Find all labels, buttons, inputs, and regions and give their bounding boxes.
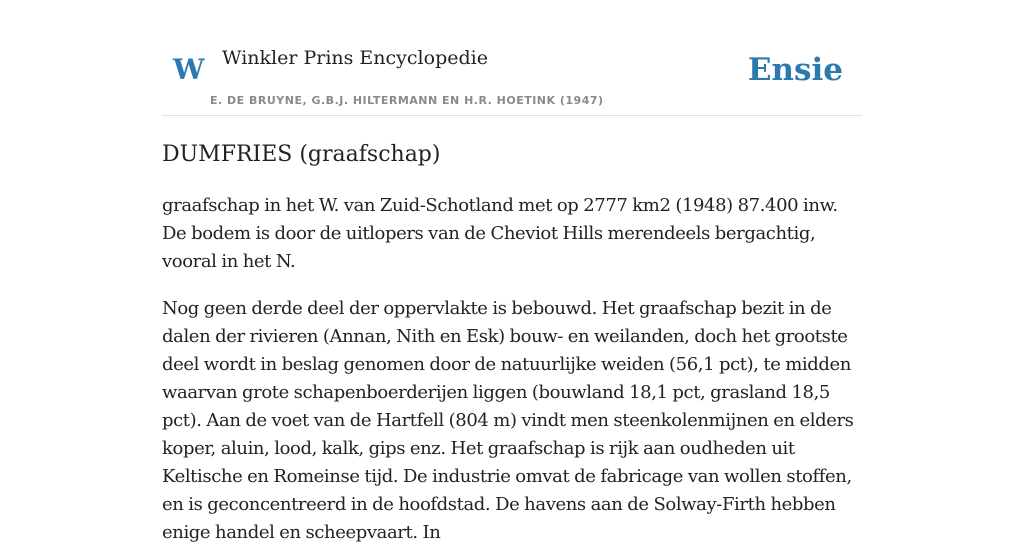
winkler-prins-logo[interactable]: W <box>173 53 205 86</box>
source-header <box>162 0 862 116</box>
source-authors: E. DE BRUYNE, G.B.J. HILTERMANN EN H.R. HOETINK (1947) <box>210 94 604 107</box>
article-paragraph: Nog geen derde deel der oppervlakte is bebouwd. Het graafschap bezit in de dalen der rivieren (Annan, Nith en Esk) bouw- en weilanden, doch het grootste deel wordt in beslag genomen door de natuurlijke weiden (56,1 pct), te midden waarvan grote schapenboerderijen liggen (bouwland 18,1 pct, grasland 18,5 pct). Aan de voet van de Hartfell (804 m) vindt men steenkolenmijnen en elders koper, aluin, lood, kalk, gips enz. Het graafschap is rijk aan oudheden uit Keltische en Romeinse tijd. De industrie omvat de fabricage van wollen stoffen, en is geconcentreerd in de hoofdstad. De havens aan de Solway-Firth hebben enige handel en scheepvaart. In <box>162 298 854 543</box>
article-title: DUMFRIES (graafschap) <box>162 142 441 167</box>
article <box>162 138 862 547</box>
article-paragraph: graafschap in het W. van Zuid-Schotland met op 2777 km2 (1948) 87.400 inw. De bodem is door de uitlopers van de Cheviot Hills merendeels bergachtig, vooral in het N. <box>162 195 838 272</box>
ensie-logo[interactable]: Ensie <box>747 52 843 88</box>
source-title[interactable]: Winkler Prins Encyclopedie <box>222 47 488 69</box>
